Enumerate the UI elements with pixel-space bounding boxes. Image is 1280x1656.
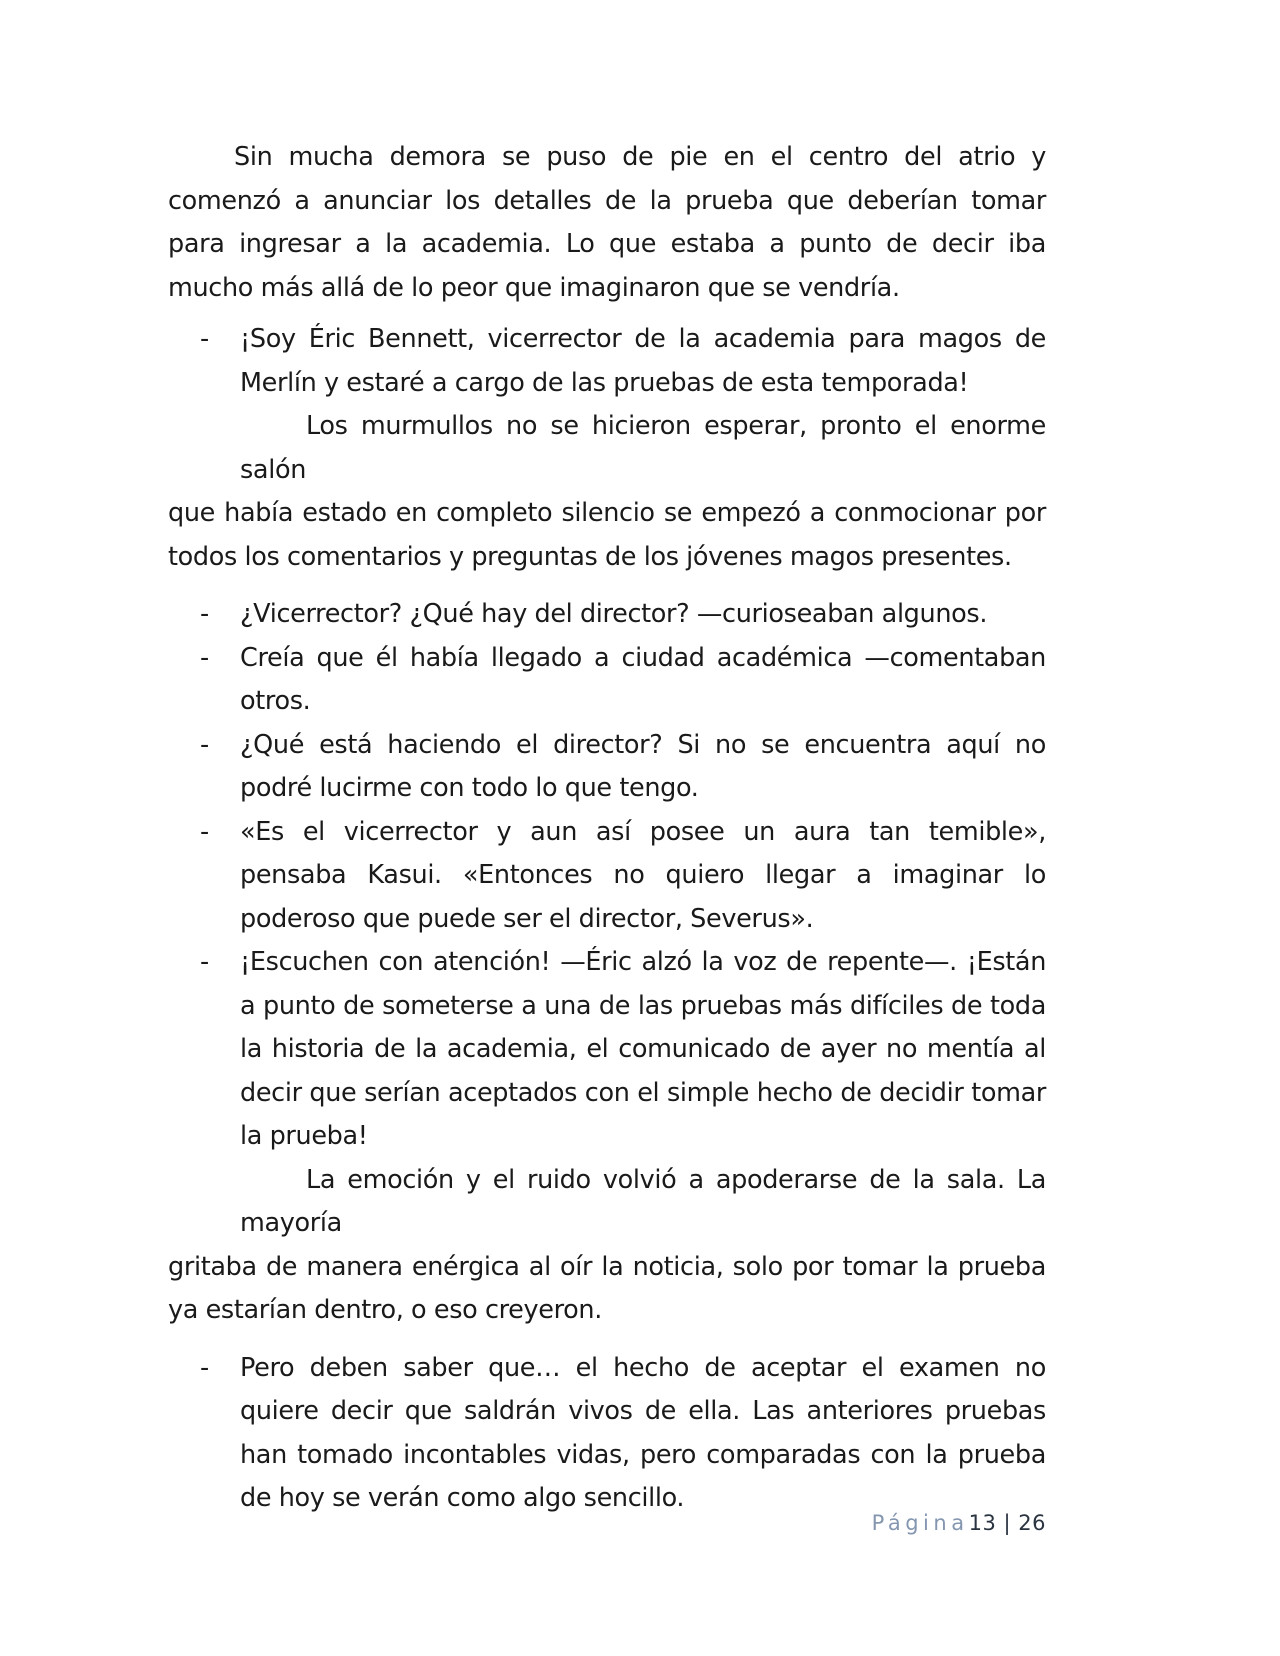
paragraph: gritaba de manera enérgica al oír la noticia, solo por tomar la prueba ya estarían dentro, o eso creyeron.: [168, 1251, 1046, 1325]
list-item: [168, 724, 1046, 811]
list-item: [168, 593, 1046, 637]
paragraph: que había estado en completo silencio se empezó a conmocionar por todos los comentarios y preguntas de los jóvenes magos presentes.: [168, 498, 1046, 572]
dialogue-list: [168, 318, 1046, 405]
list-item-text: ¡Escuchen con atención! —Éric alzó la voz de repente—. ¡Están a punto de someterse a una de las pruebas más difíciles de toda la historia de la academia, el comunicado de ayer no mentía al decir que serían aceptados con el simple hecho de decidir tomar la prueba!: [240, 947, 1046, 1151]
footer-total-pages: 26: [1018, 1511, 1046, 1535]
dialogue-list: [168, 593, 1046, 1159]
list-item: [168, 811, 1046, 942]
dialogue-list: [168, 1347, 1046, 1521]
list-item: [168, 318, 1046, 405]
dash-bullet-icon: -: [200, 642, 209, 673]
block-spacer: [168, 579, 1046, 593]
block-spacer: [168, 1333, 1046, 1347]
dash-bullet-icon: -: [200, 1352, 209, 1383]
list-item-text: Creía que él había llegado a ciudad académica —comentaban otros.: [240, 642, 1046, 716]
dash-bullet-icon: -: [200, 816, 209, 847]
block-spacer: [168, 310, 1046, 318]
list-item-text: ¿Vicerrector? ¿Qué hay del director? —curioseaban algunos.: [240, 599, 988, 629]
list-item-text: Pero deben saber que… el hecho de aceptar el examen no quiere decir que saldrán vivos de ella. Las anteriores pruebas han tomado incontables vidas, pero comparadas con la prueba de hoy se verán como algo sencillo.: [240, 1352, 1046, 1513]
paragraph: La emoción y el ruido volvió a apoderarse de la sala. La mayoría: [240, 1164, 1046, 1238]
list-item: [168, 941, 1046, 1159]
paragraph: Los murmullos no se hicieron esperar, pronto el enorme salón: [240, 411, 1046, 485]
dash-bullet-icon: -: [200, 324, 209, 354]
footer-page-numbers: [969, 1511, 1046, 1535]
page-content: [168, 136, 1046, 1521]
list-item-text: ¡Soy Éric Bennett, vicerrector de la academia para magos de Merlín y estaré a cargo de las pruebas de esta temporada!: [240, 324, 1046, 398]
paragraph: Sin mucha demora se puso de pie en el centro del atrio y comenzó a anunciar los detalles de la prueba que deberían tomar para ingresar a la academia. Lo que estaba a punto de decir iba mucho más allá de lo peor que imaginaron que se vendría.: [168, 142, 1046, 303]
footer-current-page: 13: [968, 1511, 997, 1535]
dash-bullet-icon: -: [200, 947, 209, 977]
dash-bullet-icon: -: [200, 599, 209, 629]
list-item: [168, 637, 1046, 724]
dash-bullet-icon: -: [200, 729, 209, 760]
page-footer: [168, 1508, 1046, 1538]
footer-separator: |: [1003, 1511, 1012, 1535]
footer-page-word: Página: [871, 1511, 969, 1535]
list-item-text: «Es el vicerrector y aun así posee un aura tan temible», pensaba Kasui. «Entonces no quiero llegar a imaginar lo poderoso que puede ser el director, Severus».: [240, 816, 1046, 934]
list-item-text: ¿Qué está haciendo el director? Si no se encuentra aquí no podré lucirme con todo lo que tengo.: [240, 729, 1046, 803]
list-item: [168, 1347, 1046, 1521]
